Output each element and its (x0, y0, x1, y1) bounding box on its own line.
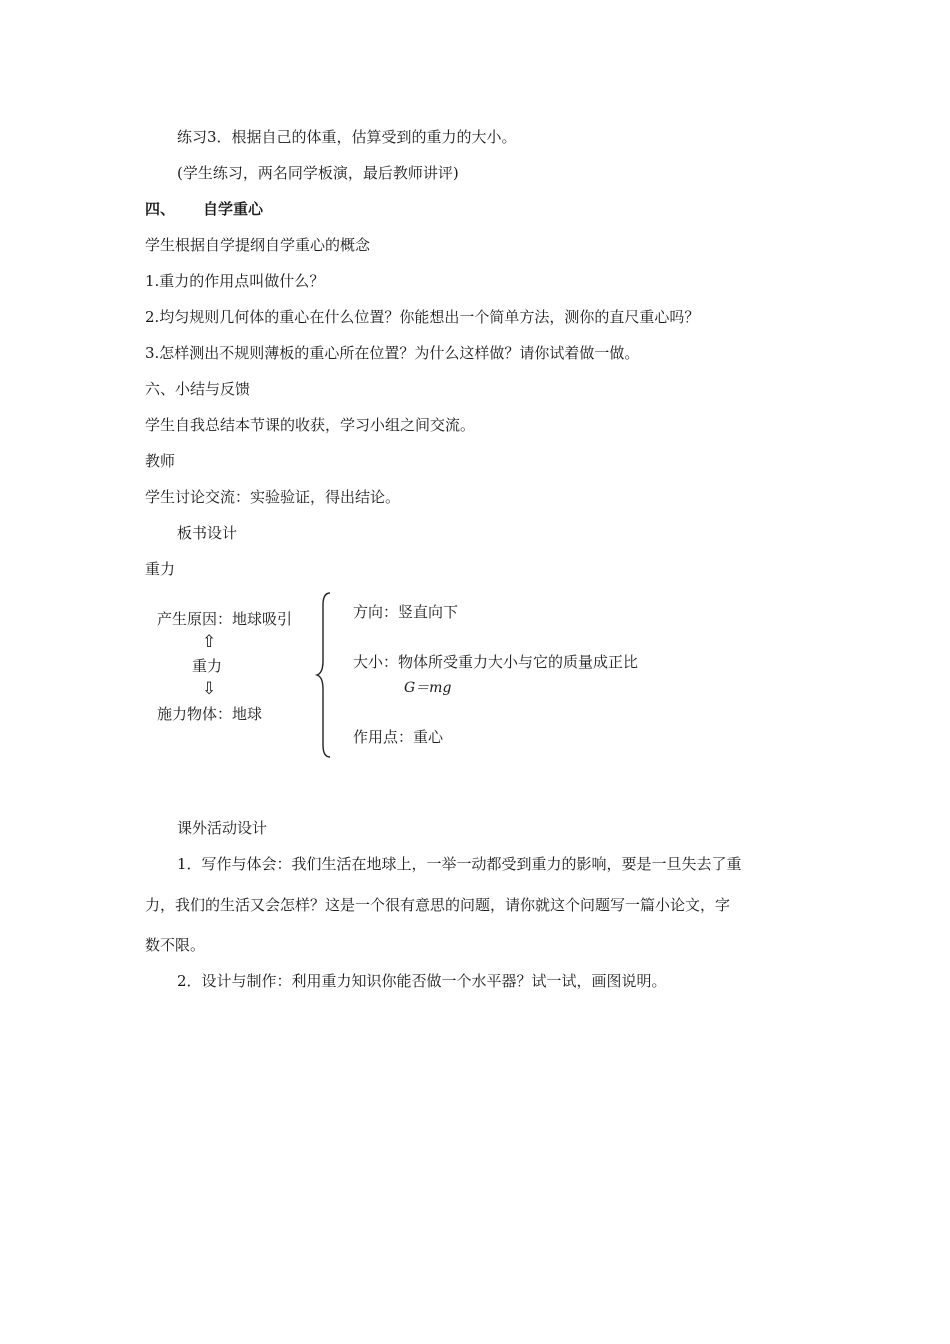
practice-note: (学生练习，两名同学板演，最后教师讲评) (177, 164, 459, 182)
up-arrow-icon: ⇧ (202, 632, 217, 652)
activity-1-line-2: 力，我们的生活又会怎样？这是一个很有意思的问题，请你就这个问题写一篇小论文，字 (145, 896, 731, 914)
activity-1-line-3: 数不限。 (145, 936, 206, 954)
teacher-label: 教师 (145, 452, 176, 470)
board-direction: 方向：竖直向下 (353, 603, 459, 621)
board-magnitude: 大小：物体所受重力大小与它的质量成正比 (353, 653, 639, 671)
extracurricular-title: 课外活动设计 (177, 819, 268, 837)
curly-brace-icon (314, 591, 334, 759)
question-1: 1.重力的作用点叫做什么？ (145, 272, 325, 290)
question-2: 2.均匀规则几何体的重心在什么位置？你能想出一个简单方法，测你的直尺重心吗？ (145, 308, 700, 326)
board-point: 作用点：重心 (353, 728, 444, 746)
board-formula: G＝mg (404, 680, 452, 696)
board-cause: 产生原因：地球吸引 (157, 610, 293, 628)
board-center-label: 重力 (192, 657, 223, 675)
self-study-intro: 学生根据自学提纲自学重心的概念 (145, 236, 371, 254)
board-design-title: 板书设计 (177, 524, 238, 542)
section-4-title: 自学重心 (203, 200, 264, 218)
question-3: 3.怎样测出不规则薄板的重心所在位置？为什么这样做？请你试着做一做。 (145, 344, 640, 362)
board-applier: 施力物体：地球 (157, 705, 263, 723)
activity-1-line-1: 1．写作与体会：我们生活在地球上，一举一动都受到重力的影响，要是一旦失去了重 (177, 855, 742, 873)
board-topic: 重力 (145, 560, 176, 578)
section-4-number: 四、 (145, 200, 176, 218)
down-arrow-icon: ⇩ (202, 679, 217, 699)
discussion-text: 学生讨论交流：实验验证，得出结论。 (145, 488, 401, 506)
section-6-title: 六、小结与反馈 (145, 380, 251, 398)
activity-2: 2．设计与制作：利用重力知识你能否做一个水平器？试一试，画图说明。 (177, 972, 667, 990)
practice-3: 练习3．根据自己的体重，估算受到的重力的大小。 (177, 128, 517, 146)
summary-text: 学生自我总结本节课的收获，学习小组之间交流。 (145, 416, 476, 434)
